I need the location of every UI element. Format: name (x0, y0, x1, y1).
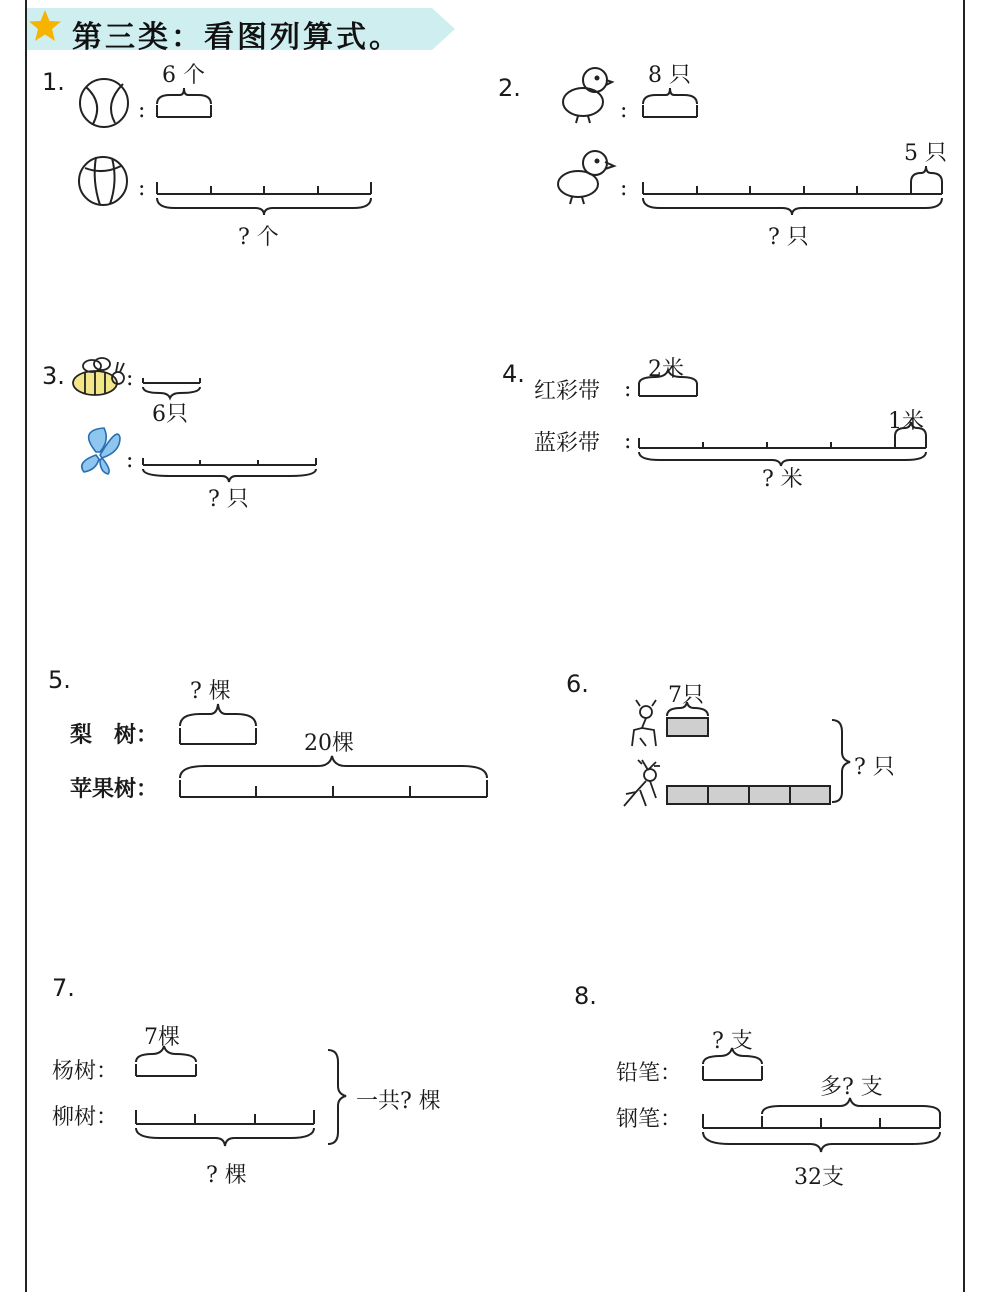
problem-7-number: 7. (52, 974, 75, 1002)
problem-4-side-label: 1米 (888, 409, 924, 434)
problem-1-bottom-label: ? 个 (238, 225, 279, 250)
problem-8-more-label: 多? 支 (820, 1075, 883, 1100)
problem-5-number: 5. (48, 666, 71, 694)
problem-8-row2-name: 钢笔： (616, 1107, 683, 1132)
problem-2-side-label: 5 只 (904, 141, 947, 166)
star-icon (27, 8, 63, 44)
problem-6-number: 6. (566, 670, 589, 698)
problem-3-top-label: 6只 (152, 402, 188, 427)
problem-8-row1-name: 铅笔： (616, 1061, 683, 1086)
problem-4-number: 4. (502, 360, 525, 388)
problem-7-row2-name: 柳树： (52, 1105, 119, 1130)
problem-4-top-label: 2米 (648, 357, 684, 382)
problem-6-right-label: ? 只 (854, 755, 895, 780)
problem-8-top-label: ? 支 (712, 1029, 753, 1054)
problem-5-total-label: 20棵 (304, 731, 354, 756)
problem-1-colon-bottom: : (138, 176, 146, 201)
problem-2-number: 2. (498, 74, 521, 102)
problem-8-number: 8. (574, 982, 597, 1010)
problem-5-top-label: ? 棵 (190, 679, 231, 704)
problem-4-colon-bottom: : (624, 429, 632, 454)
problem-3-bottom-label: ? 只 (208, 487, 249, 512)
section-title-banner (27, 8, 457, 55)
problem-7-row1-name: 杨树： (52, 1059, 119, 1084)
problem-5-row1-name: 梨 树： (70, 722, 159, 748)
section-title: 第三类：看图列算式。 (72, 20, 402, 55)
problem-5-row2-name: 苹果树： (70, 776, 159, 802)
problem-1-number: 1. (42, 68, 65, 96)
problem-3-colon-bottom: : (126, 448, 134, 473)
problem-1-top-label: 6 个 (162, 63, 205, 88)
problem-7-bottom-label: ? 棵 (206, 1163, 247, 1188)
problem-2-bottom-label: ? 只 (768, 225, 809, 250)
problem-3-colon-top: : (126, 366, 134, 391)
problem-2-colon-top: : (620, 98, 628, 123)
problem-1-colon-top: : (138, 98, 146, 123)
problem-4-bottom-label: ? 米 (762, 467, 803, 492)
problem-7-top-label: 7棵 (144, 1025, 180, 1050)
problem-7-right-label: 一共? 棵 (356, 1089, 441, 1114)
problem-6-top-label: 7只 (668, 683, 704, 708)
problem-8-bottom-label: 32支 (794, 1165, 844, 1190)
problem-4-row2-name: 蓝彩带 (534, 431, 601, 456)
problem-3-number: 3. (42, 362, 65, 390)
problem-4-row1-name: 红彩带 (534, 379, 601, 404)
problem-2-colon-bottom: : (620, 176, 628, 201)
problem-2-top-label: 8 只 (648, 63, 691, 88)
problem-4-colon-top: : (624, 377, 632, 402)
